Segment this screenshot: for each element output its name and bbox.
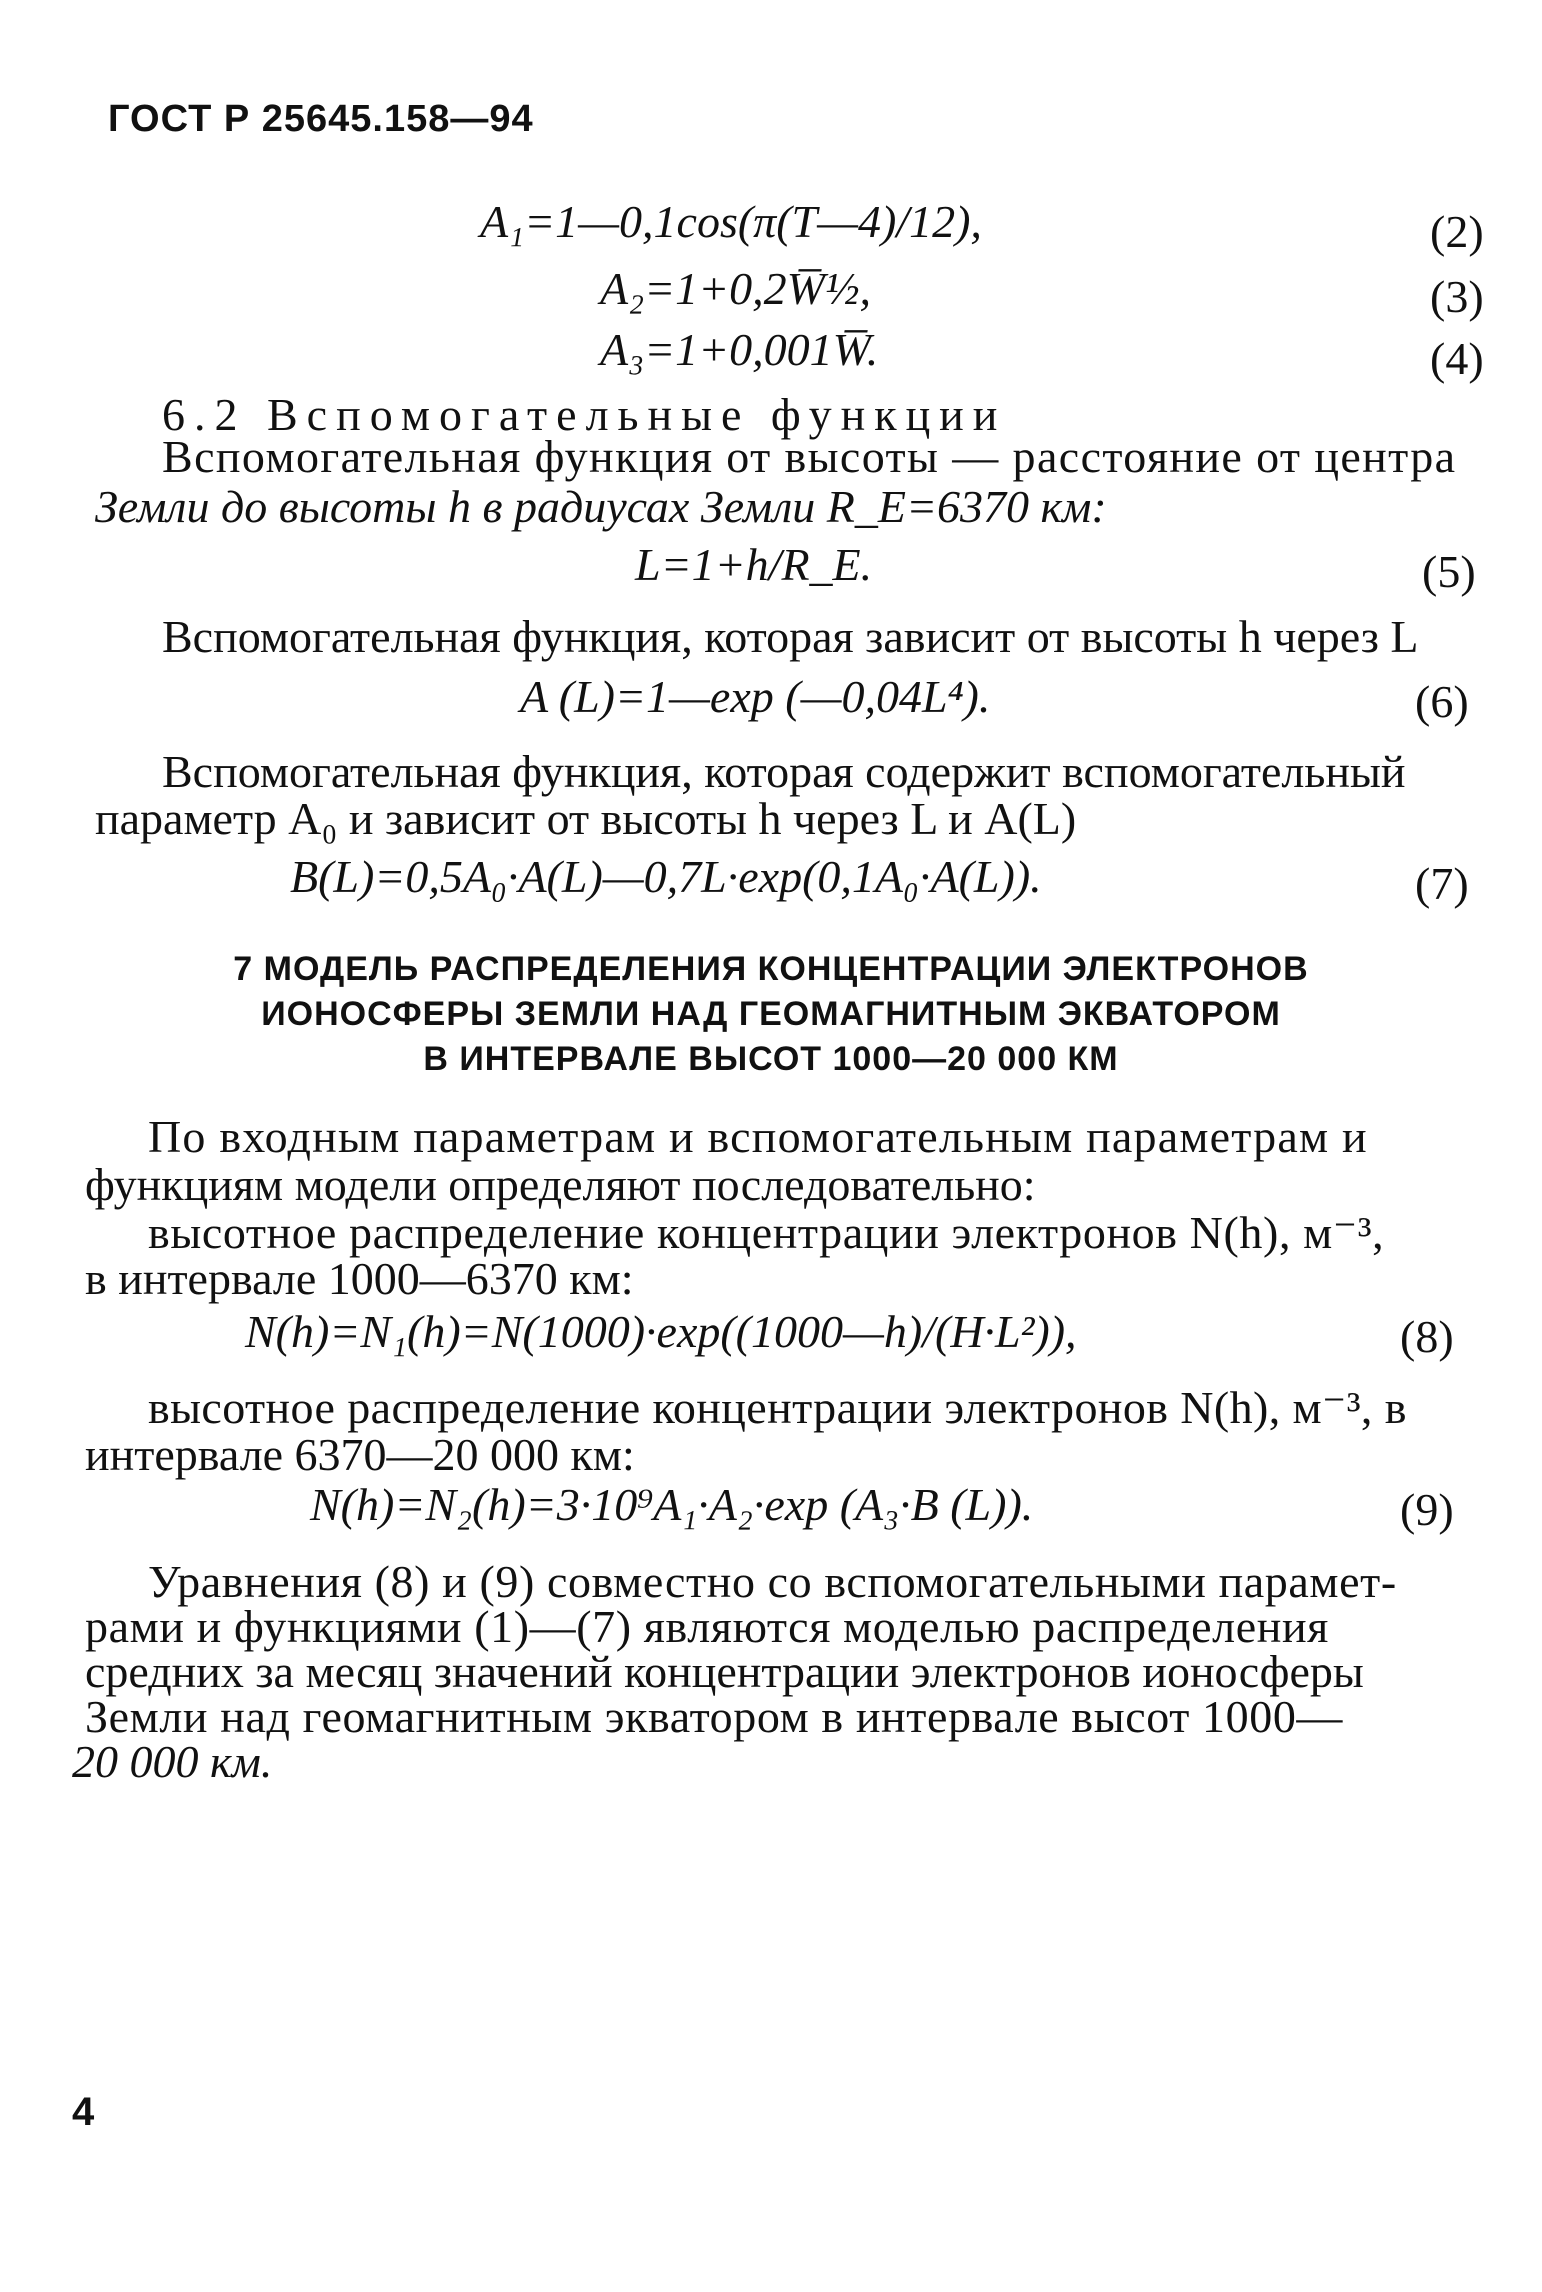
equation-number-3: (3) [1430, 271, 1484, 322]
equation-number-5: (5) [1422, 546, 1476, 597]
equation-7: B(L)=0,5A₀·A(L)—0,7L·exp(0,1A₀·A(L)). [290, 851, 1042, 902]
section-6-2-p1-line1: Вспомогательная функция от высоты — расстояние от центра [162, 431, 1457, 482]
section-7-p4-line5: 20 000 км. [72, 1736, 273, 1787]
equation-9: N(h)=N₂(h)=3·10⁹A₁·A₂·exp (A₃·B (L)). [310, 1479, 1034, 1530]
section-6-2-p3-line1: Вспомогательная функция, которая содержит вспомогательный [162, 746, 1406, 797]
equation-number-2: (2) [1430, 206, 1484, 257]
equation-2: A₁=1—0,1cos(π(T—4)/12), [480, 196, 982, 247]
section-6-2-p3-line2: параметр A₀ и зависит от высоты h через L и A(L) [95, 793, 1077, 844]
document-header: ГОСТ Р 25645.158—94 [108, 98, 534, 140]
section-7-p3-line2: интервале 6370—20 000 км: [85, 1429, 635, 1480]
equation-5: L=1+h/R_E. [635, 539, 873, 590]
equation-3: A₂=1+0,2W̅½, [600, 263, 871, 314]
section-7-p4-line2: рами и функциями (1)—(7) являются моделью распределения [85, 1601, 1329, 1652]
equation-number-6: (6) [1415, 676, 1469, 727]
section-7-p4-line1: Уравнения (8) и (9) совместно со вспомогательными парамет- [148, 1556, 1397, 1607]
section-7-p2-line2: в интервале 1000—6370 км: [85, 1253, 634, 1304]
equation-6: A (L)=1—exp (—0,04L⁴). [520, 671, 991, 722]
section-7-p1-line1: По входным параметрам и вспомогательным параметрам и [148, 1111, 1368, 1162]
section-7-p4-line3: средних за месяц значений концентрации электронов ионосферы [85, 1646, 1364, 1697]
section-7-p4-line4: Земли над геомагнитным экватором в интервале высот 1000— [85, 1691, 1344, 1742]
equation-number-8: (8) [1400, 1311, 1454, 1362]
section-6-2-p2-line1: Вспомогательная функция, которая зависит от высоты h через L [162, 611, 1419, 662]
equation-number-9: (9) [1400, 1484, 1454, 1535]
page-number: 4 [72, 2090, 95, 2134]
section-6-2-p1-line2: Земли до высоты h в радиусах Земли R_E=6370 км: [95, 481, 1107, 532]
equation-4: A₃=1+0,001W̅. [600, 324, 879, 375]
section-7-heading-line3: В ИНТЕРВАЛЕ ВЫСОТ 1000—20 000 КМ [423, 1040, 1119, 1078]
section-7-heading-line2: ИОНОСФЕРЫ ЗЕМЛИ НАД ГЕОМАГНИТНЫМ ЭКВАТОРОМ [261, 995, 1281, 1033]
section-6-2-title: 6.2 Вспомогательные функции [162, 389, 1007, 440]
equation-8: N(h)=N₁(h)=N(1000)·exp((1000—h)/(H·L²)), [245, 1306, 1077, 1357]
section-7-p1-line2: функциям модели определяют последовательно: [85, 1159, 1036, 1210]
section-7-p2-line1: высотное распределение концентрации электронов N(h), м⁻³, [148, 1207, 1385, 1258]
equation-number-7: (7) [1415, 858, 1469, 909]
section-7-heading-line1: 7 МОДЕЛЬ РАСПРЕДЕЛЕНИЯ КОНЦЕНТРАЦИИ ЭЛЕКТРОНОВ [233, 950, 1309, 988]
section-7-p3-line1: высотное распределение концентрации электронов N(h), м⁻³, в [148, 1382, 1407, 1433]
equation-number-4: (4) [1430, 333, 1484, 384]
